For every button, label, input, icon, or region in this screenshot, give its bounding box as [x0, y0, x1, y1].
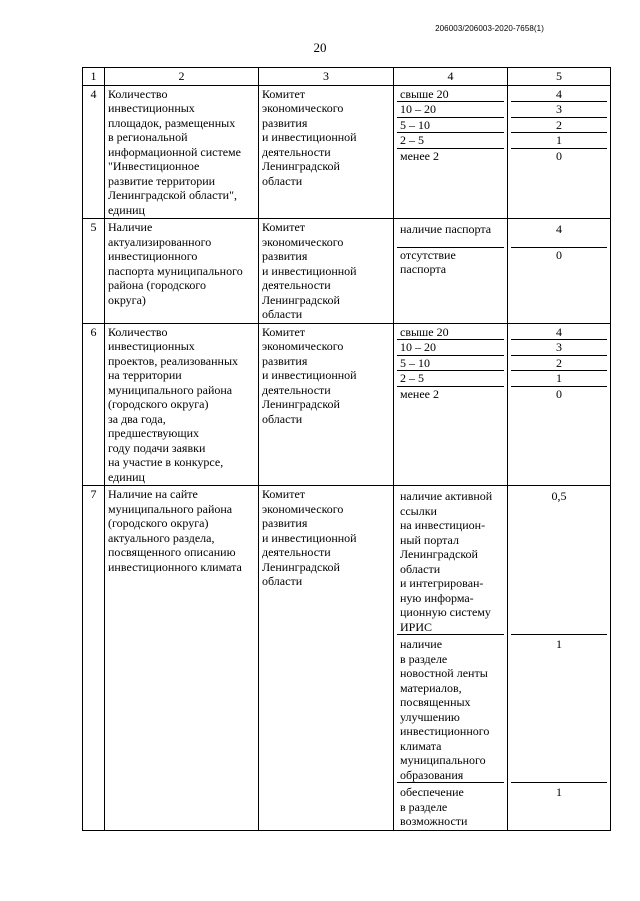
options-cell — [394, 219, 508, 324]
option-text: свыше 20 — [397, 325, 504, 341]
option-score: 4 — [511, 325, 607, 341]
criterion-cell: Наличие на сайте муниципального района (городского округа) актуального раздела, посвященного описанию инвестиционного климата — [105, 486, 259, 831]
header-col-5: 5 — [508, 68, 611, 86]
option-text: наличие паспорта — [397, 220, 504, 248]
options-cell — [394, 486, 508, 831]
document-id: 206003/206003-2020-7658(1) — [435, 24, 544, 33]
option-text: отсутствие паспорта — [400, 247, 456, 276]
option-text: 2 – 5 — [397, 133, 504, 149]
option-score: 2 — [511, 118, 607, 134]
option-text: 5 – 10 — [397, 356, 504, 372]
scores-cell — [508, 486, 611, 831]
responsible-cell: Комитет экономического развития и инвестиционной деятельности Ленинградской области — [259, 486, 394, 831]
option-text: менее 2 — [400, 148, 439, 163]
option-score: 0 — [556, 386, 562, 401]
option-score: 4 — [511, 220, 607, 248]
responsible-cell: Комитет экономического развития и инвестиционной деятельности Ленинградской области — [259, 323, 394, 486]
option-score: 1 — [556, 785, 562, 799]
scores-cell — [508, 219, 611, 324]
option-score: 0,5 — [511, 487, 607, 635]
row-number: 6 — [83, 323, 105, 486]
option-score: 3 — [511, 340, 607, 356]
header-col-2: 2 — [105, 68, 259, 86]
row-number: 5 — [83, 219, 105, 324]
option-text: наличие в разделе новостной ленты материалов, посвященных улучшению инвестиционного климата муниципального образования — [397, 635, 504, 783]
option-text: 5 – 10 — [397, 118, 504, 134]
responsible-cell: Комитет экономического развития и инвестиционной деятельности Ленинградской области — [259, 219, 394, 324]
option-text: 10 – 20 — [397, 340, 504, 356]
row-number: 7 — [83, 486, 105, 831]
option-score: 1 — [511, 371, 607, 387]
header-col-4: 4 — [394, 68, 508, 86]
option-score: 1 — [511, 133, 607, 149]
criterion-cell: Количество инвестиционных площадок, размещенных в региональной информационной системе "Инвестиционное развитие территории Ленинградской области", единиц — [105, 85, 259, 219]
option-text: 10 – 20 — [397, 102, 504, 118]
page-number: 20 — [313, 40, 327, 55]
option-score: 0 — [556, 148, 562, 163]
option-score: 1 — [511, 635, 607, 783]
option-text: 2 – 5 — [397, 371, 504, 387]
table-row — [83, 219, 611, 324]
header-col-1: 1 — [83, 68, 105, 86]
header-col-3: 3 — [259, 68, 394, 86]
criterion-cell: Количество инвестиционных проектов, реализованных на территории муниципального района (городского округа) за два года, предшествующих году подачи заявки на участие в конкурсе, единиц — [105, 323, 259, 486]
option-score: 3 — [511, 102, 607, 118]
table-row — [83, 323, 611, 486]
criteria-table — [82, 67, 611, 831]
option-score: 4 — [511, 87, 607, 103]
criterion-cell: Наличие актуализированного инвестиционного паспорта муниципального района (городского округа) — [105, 219, 259, 324]
option-score: 0 — [556, 247, 562, 262]
option-text: свыше 20 — [397, 87, 504, 103]
option-text: менее 2 — [400, 386, 439, 401]
header-row — [83, 68, 611, 86]
options-cell — [394, 323, 508, 486]
options-cell — [394, 85, 508, 219]
row-number: 4 — [83, 85, 105, 219]
scores-cell — [508, 85, 611, 219]
table-row — [83, 85, 611, 219]
scores-cell — [508, 323, 611, 486]
option-text: наличие активной ссылки на инвестицион- ный портал Ленинградской области и интегрирован- ную информа- ционную систему ИРИС — [397, 487, 504, 635]
option-text: обеспечение в разделе возможности — [400, 785, 468, 828]
option-score: 2 — [511, 356, 607, 372]
responsible-cell: Комитет экономического развития и инвестиционной деятельности Ленинградской области — [259, 85, 394, 219]
table-row — [83, 486, 611, 831]
